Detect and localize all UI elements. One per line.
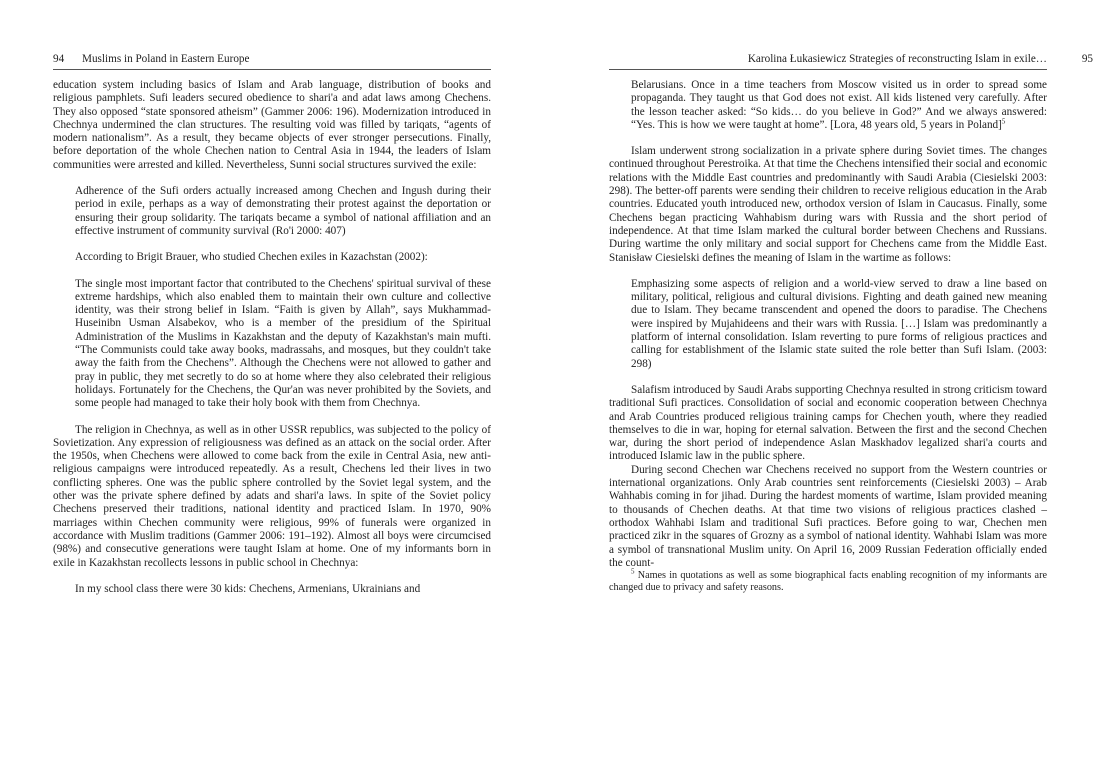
left-page-number: 94 xyxy=(53,53,65,65)
body-paragraph: The religion in Chechnya, as well as in other USSR republics, was subjected to the policy of Sovietization. Any expression of religiousness was defined as an attack on the social order. After the 1950s, when Chechens were allowed to come back from the exile in Central Asia, new anti-religious campaigns were introduced repeatedly. As a result, Chechens led their lives in two conflicting spheres. One was the public sphere controlled by the Soviet legal system, and the other was the private sphere defined by adats and shari'a laws. In spite of the Soviet policy Chechens preserved their traditions, national identity and practiced Islam. In 1970, 90% marriages within Chechen community were religious, 99% of funerals were organized in accordance with Muslim traditions (Gammer 2006: 191–192). Almost all boys were circumcised (98%) and consecutive generations were taught Islam at home. One of my informants born in exile in Kazakhstan recollects lessons in public school in Chechnya: xyxy=(53,423,491,569)
left-header-rule xyxy=(53,69,491,70)
footnote-marker: 5 xyxy=(631,567,635,576)
block-quote: Adherence of the Sufi orders actually increased among Chechen and Ingush during their period in exile, perhaps as a way of demonstrating their protest against the deportation or ensuring their group solidarity. The tariqats became a symbol of national affiliation and an effective instrument of community survival (Ro'i 2000: 407) xyxy=(75,185,491,237)
right-header-rule xyxy=(609,69,1047,70)
right-page-header xyxy=(609,52,1093,67)
body-paragraph: education system including basics of Islam and Arab language, distribution of books and religious pamphlets. Sufi leaders secured obedience to shari'a and adat laws among Chechens. They also opposed “state sponsored atheism” (Gammer 2006: 196). Modernization introduced in Chechnya undermined the clan structures. The resulting void was filled by tariqats, “agents of modern nationalism”. As a result, they became objects of ever stronger persecutions. Finally, before deportation of the whole Chechen nation to Central Asia in 1944, the leaders of Islam communities were arrested and killed. Nevertheless, Sunni social structures survived the exile: xyxy=(53,79,491,171)
right-page-body xyxy=(609,79,1047,594)
body-paragraph: Salafism introduced by Saudi Arabs supporting Chechnya resulted in strong criticism toward traditional Sufi practices. Consolidation of social and economic cooperation between Chechnya and Arab Countries produced religious training camps for Chechen youth, where they readied themselves to die in war, hoping for eternal salvation. Between the first and the second Chechen war, during the short period of independence Aslan Maskhadov legalized shari'a courts and introduced Islamic law in the public sphere. xyxy=(609,383,1047,463)
left-running-title: Muslims in Poland in Eastern Europe xyxy=(82,53,250,65)
footnote-reference: 5 xyxy=(1001,117,1006,126)
right-page xyxy=(609,52,1093,594)
left-page xyxy=(53,52,491,596)
block-quote-continued: Belarusians. Once in a time teachers from Moscow visited us in order to spread some propaganda. They taught us that God does not exist. All kids listened very carefully. After the lesson teacher asked: “So kids… do you believe in God?” And we always answered: “Yes. This is how we were taught at home”. [Lora, 48 years old, 5 years in Poland]$^5$ xyxy=(631,79,1047,131)
block-quote: Emphasizing some aspects of religion and a world-view served to draw a line based on military, political, religious and cultural divisions. Fighting and death gained new meaning due to Islam. They became transcendent and opened the doors to paradise. The Chechens were inspired by Mujahideens and their wars with Russia. […] Islam was predominantly a platform of internal consolidation. Islam reverting to pure forms of religious practices and calling for establishment of the Islamic state suited the role better than Sufi Islam. (2003: 298) xyxy=(631,277,1047,370)
block-quote: The single most important factor that contributed to the Chechens' spiritual survival of these extreme hardships, which also enabled them to maintain their own culture and collective identity, was their strong belief in Islam. “Faith is given by Allah”, says Mukhammad-Huseinibn Usman Alsabekov, who is a member of the presidium of the Spiritual Administration of the Muslims in Kazakhstan and the deputy of Kazakhstan's main mufti. “The Communists could take away books, madrassahs, and mosques, but they couldn't take away the faith from the Chechens”. Although the Chechens were not allowed to gather and pray in public, they met secretly to do so at home where they also celebrated their religious holidays. Fortunately for the Chechens, the Qur'an was never prohibited by the Soviets, and some people had managed to take their holy book with them from Chechnya. xyxy=(75,277,491,410)
left-page-body xyxy=(53,79,491,596)
right-page-number: 95 xyxy=(1081,53,1093,65)
footnote: $^5$ Names in quotations as well as some biographical facts enabling recognition of my informants are changed due to privacy and safety reasons. xyxy=(609,567,1047,594)
body-paragraph: Islam underwent strong socialization in a private sphere during Soviet times. The changes continued throughout Perestroika. At that time the Chechens intensified their social and economic relations with the Middle East countries and predominantly with Saudi Arabia (Ciesielski 2003: 298). The better-off parents were sending their children to receive religious education in the Arab countries. Educated youth introduced new, orthodox version of Islam in Caucasus. Finally, some Chechens began practicing Wahhabism during wars with Russia and the short period of independence. At that time Islam marked the cultural border between Chechens and Russians. During wartime the only military and social support for Chechens came from the Middle East. Stanisław Ciesielski defines the meaning of Islam in the wartime as follows: xyxy=(609,145,1047,264)
block-quote: In my school class there were 30 kids: Chechens, Armenians, Ukrainians and xyxy=(75,582,421,595)
left-page-header xyxy=(53,52,491,67)
block-quote: According to Brigit Brauer, who studied Chechen exiles in Kazachstan (2002): xyxy=(75,251,428,264)
body-paragraph: During second Chechen war Chechens received no support from the Western countries or international organizations. Only Arab countries sent reinforcements (Ciesielski 2003) – Arab Wahhabis coming in for jihad. During the hardest moments of wartime, Islam provided meaning to thousands of Chechen deaths. At that time two visions of religious practices clashed – orthodox Wahhabi Islam and traditional Sufi practices. Before going to war, Chechen men practiced zikr in the squares of Grozny as a symbol of national identity. Wahhabi Islam was more a symbol of transnational Muslim unity. On April 16, 2009 Russian Federation officially ended the count- xyxy=(609,463,1047,569)
right-running-title: Karolina Łukasiewicz Strategies of reconstructing Islam in exile… xyxy=(747,53,1047,65)
